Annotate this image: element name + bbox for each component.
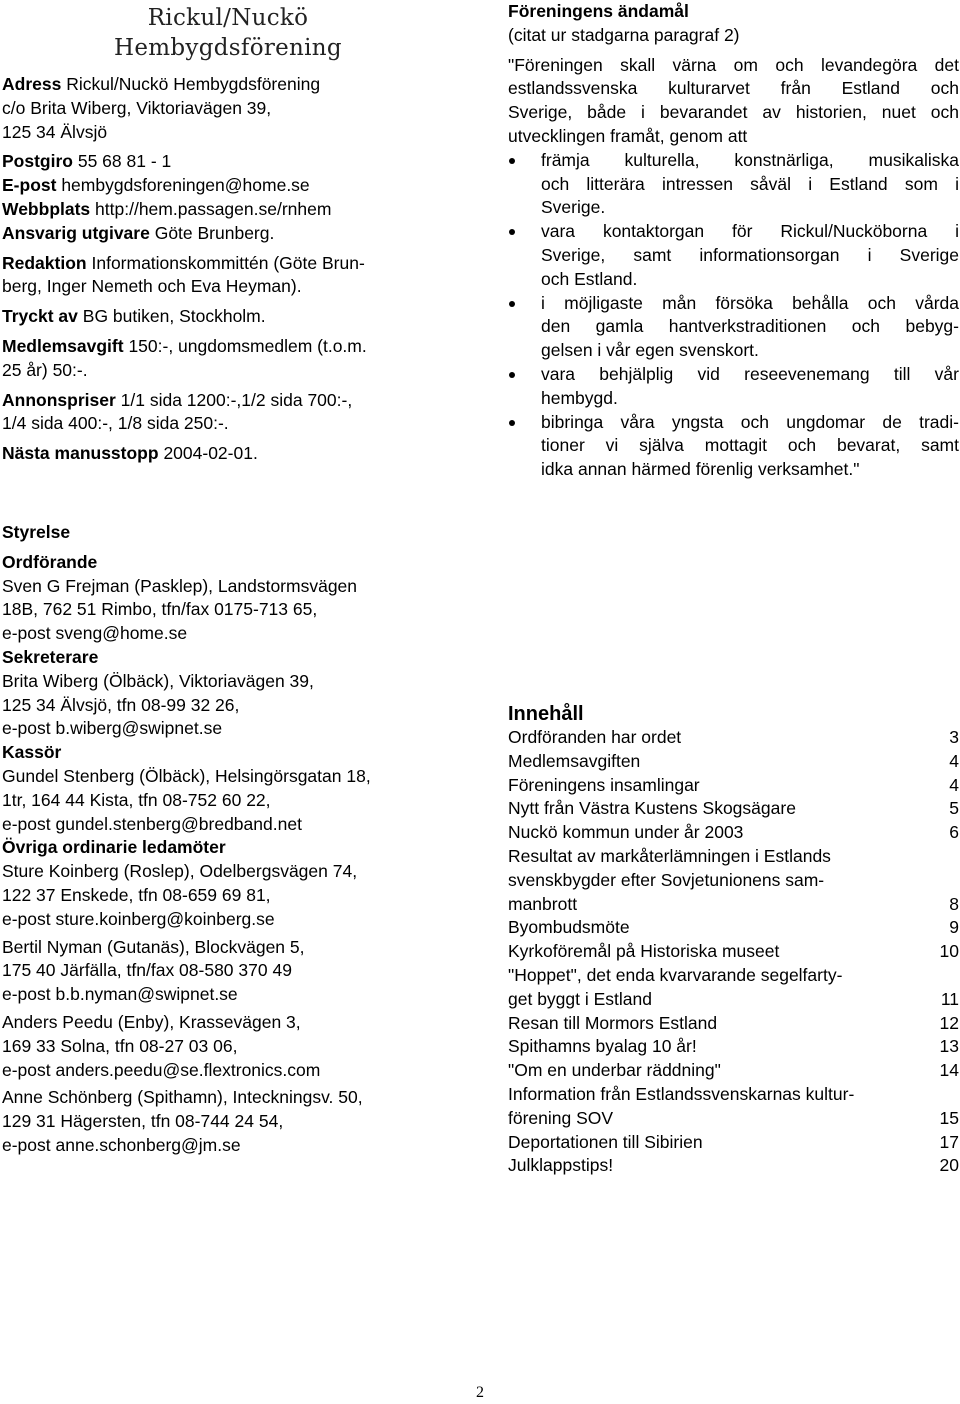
toc-title: Ordföranden har ordet [508,727,682,747]
deadline-value: 2004-02-01. [163,443,258,464]
toc-page: 17 [939,1131,959,1152]
board-member [2,860,454,931]
toc-row [508,797,959,821]
toc-entry [508,1059,959,1083]
board-groups [2,551,454,837]
toc-entry [508,916,959,940]
toc-row [508,1059,959,1083]
purpose-bullet-line: Sverige. [541,197,606,218]
purpose-bullet-line: främja kulturella, konstnärliga, musikaliska [541,149,959,170]
toc-entry [508,964,959,1012]
address-line: c/o Brita Wiberg, Viktoriavägen 39, [2,97,272,118]
purpose-bullet-line: och litterära intressen såväl i Estland som i [541,173,959,194]
toc-page: 15 [939,1107,959,1128]
web-line [2,198,454,222]
web-value: http://hem.passagen.se/rnhem [95,198,332,219]
toc-page: 12 [939,1012,959,1033]
toc-title: Kyrkoföremål på Historiska museet [508,941,780,962]
board-contact-line: 125 34 Älvsjö, tfn 08-99 32 26, [2,694,240,715]
toc-page: 9 [949,917,959,938]
toc-row [508,940,959,964]
board-contact-line: 1tr, 164 44 Kista, tfn 08-752 60 22, [2,789,271,810]
toc-entry [508,821,959,845]
toc-title: manbrott [508,893,578,914]
editorial-value: Informationskommittén (Göte Brun- [91,252,365,273]
board-contact-line: Anne Schönberg (Spithamn), Inteckningsv. 50, [2,1087,363,1108]
postgiro-value: 55 68 81 - 1 [77,151,172,172]
toc-page: 6 [949,822,959,843]
toc-entry [508,797,959,821]
purpose-bullet-line: gelsen i vår egen svenskort. [541,340,759,361]
purpose-bullet-line: tioner vi själva mottagit och bevarat, samt [541,435,959,456]
toc-page: 3 [949,727,959,747]
board-member [2,1011,454,1082]
editorial-line: berg, Inger Nemeth och Eva Heyman). [2,276,302,297]
board-contact-line: e-post sture.koinberg@koinberg.se [2,908,275,929]
fee-line [2,335,454,359]
board-contact-line: e-post gundel.stenberg@bredband.net [2,813,302,834]
board-contact-line: 169 33 Solna, tfn 08-27 03 06, [2,1035,238,1056]
board-contact-line: 18B, 762 51 Rimbo, tfn/fax 0175-713 65, [2,599,318,620]
board-group [2,551,454,646]
board-member [2,1086,454,1157]
toc-page: 10 [939,941,959,962]
toc-row [508,726,959,750]
email-value: hembygdsforeningen@home.se [61,175,310,196]
toc-page: 8 [949,893,959,914]
board-members [2,860,454,1158]
postgiro-line [2,150,454,174]
address-line: Rickul/Nuckö Hembygdsförening [66,74,321,94]
email-label: E-post [2,175,57,196]
ads-value: 1/1 sida 1200:-,1/2 sida 700:-, [120,389,353,410]
web-label: Webbplats [2,198,91,219]
board-group [2,646,454,741]
address-line: 125 34 Älvsjö [2,121,108,142]
toc-row [508,1154,959,1178]
toc-row [508,916,959,940]
purpose-intro-line: utvecklingen framåt, genom att [508,125,748,146]
address-label: Adress [2,74,62,94]
board-role: Kassör [2,742,62,763]
purpose-bullet-line: den gamla hantverkstraditionen och bebyg- [541,316,959,337]
toc-title: Medlemsavgiften [508,750,641,771]
address-block [2,73,454,144]
board-contact-line: e-post sveng@home.se [2,623,188,644]
board-contact-line: Sven G Frejman (Pasklep), Landstormsvägen [2,575,358,596]
toc-title: get byggt i Estland [508,988,652,1009]
toc-page: 4 [949,774,959,795]
purpose-bullet-line: Sverige, samt informationsorgan i Sverige [541,244,959,265]
purpose-intro-line: estlandssvenska kulturarvet från Estland och [508,78,959,99]
toc-entries [508,726,959,1178]
purpose-bullet-line: vara behjälplig vid reseevenemang till vår [541,363,959,384]
toc-entry [508,750,959,774]
fee-label: Medlemsavgift [2,335,124,356]
board-contact-line: e-post b.b.nyman@swipnet.se [2,984,238,1005]
toc-entry [508,1035,959,1059]
toc-row [508,774,959,798]
board-heading: Styrelse [2,522,71,542]
board-contact-line: Gundel Stenberg (Ölbäck), Helsingörsgatan 18, [2,765,371,786]
deadline-label: Nästa manusstopp [2,443,159,464]
toc-page: 11 [940,988,959,1009]
purpose-citation: (citat ur stadgarna paragraf 2) [508,24,740,45]
page-number: 2 [476,1384,484,1401]
toc-page: 20 [939,1155,959,1176]
board-contact-line: 175 40 Järfälla, tfn/fax 08-580 370 49 [2,960,292,981]
info-column [2,3,454,466]
purpose-bullet-item [508,292,959,363]
printed-line [2,305,454,329]
purpose-intro [508,54,959,149]
purpose-bullet-line: i möjligaste mån försöka behålla och vårda [541,292,959,313]
deadline-line [2,442,454,466]
others-heading: Övriga ordinarie ledamöter [2,837,226,858]
toc-page: 4 [949,750,959,771]
toc-entry [508,845,959,916]
purpose-bullet-line: idka annan härmed förenlig verksamhet." [541,459,860,480]
fee-line: 25 år) 50:-. [2,359,88,380]
toc-row [508,964,959,988]
board-column [2,521,454,1158]
toc-entry [508,940,959,964]
purpose-column [508,0,959,482]
board-contact-line: Brita Wiberg (Ölbäck), Viktoriavägen 39, [2,670,314,691]
printed-value: BG butiken, Stockholm. [82,306,266,327]
purpose-bullet-line: vara kontaktorgan för Rickul/Nucköborna i [541,221,959,242]
purpose-bullet-item [508,363,959,411]
toc-entry [508,1131,959,1155]
toc-title: Deportationen till Sibirien [508,1131,703,1152]
toc-row [508,1131,959,1155]
purpose-bullet-item [508,149,959,220]
toc-row [508,750,959,774]
fee-value: 150:-, ungdomsmedlem (t.o.m. [128,335,367,356]
board-member [2,936,454,1007]
board-role: Sekreterare [2,646,99,667]
toc-entry [508,1154,959,1178]
toc-row [508,1107,959,1131]
toc-row [508,869,959,893]
toc-title: Resultat av markåterlämningen i Estlands [508,845,831,866]
ads-line: 1/4 sida 400:-, 1/8 sida 250:-. [2,413,229,434]
editorial-line [2,252,454,276]
toc-entry [508,1012,959,1036]
board-group [2,741,454,836]
toc-row [508,845,959,869]
board-contact-line: Anders Peedu (Enby), Krassevägen 3, [2,1011,301,1032]
board-contact-line: e-post anne.schonberg@jm.se [2,1134,241,1155]
toc-entry [508,774,959,798]
board-contact-line: 129 31 Hägersten, tfn 08-744 24 54, [2,1111,284,1132]
toc-row [508,821,959,845]
board-contact-line: Sture Koinberg (Roslep), Odelbergsvägen 74, [2,861,358,882]
purpose-bullet-line: bibringa våra yngsta och ungdomar de tradi- [541,411,959,432]
ads-line [2,389,454,413]
title-line: Hembygdsförening [114,35,342,61]
toc-title: förening SOV [508,1107,614,1128]
toc-row [508,893,959,917]
toc-page: 13 [939,1036,959,1057]
toc-page: 5 [949,798,959,819]
purpose-bullet-item [508,411,959,482]
purpose-bullet-item [508,220,959,291]
purpose-heading: Föreningens ändamål [508,1,689,21]
printed-label: Tryckt av [2,306,78,327]
purpose-intro-line: Sverige, både i bevarandet av historien, nuet och [508,102,959,123]
purpose-bullet-line: hembygd. [541,387,618,408]
publisher-label: Ansvarig utgivare [2,222,150,243]
purpose-intro-line: "Föreningen skall värna om och levandegöra det [508,54,959,75]
toc-entry [508,726,959,750]
purpose-bullets [508,149,959,482]
purpose-bullet-line: och Estland. [541,268,638,289]
toc-title: Nuckö kommun under år 2003 [508,822,744,843]
toc-title: Information från Estlandssvenskarnas kultur- [508,1083,855,1104]
toc-title: "Hoppet", det enda kvarvarande segelfarty- [508,964,843,985]
board-contact-line: 122 37 Enskede, tfn 08-659 69 81, [2,884,271,905]
toc-entry [508,1083,959,1131]
toc-title: Julklappstips! [508,1155,614,1176]
toc-row [508,1012,959,1036]
toc-title: Spithamns byalag 10 år! [508,1036,697,1057]
toc-title: Resan till Mormors Estland [508,1012,718,1033]
toc-row [508,1035,959,1059]
publisher-value: Göte Brunberg. [154,222,275,243]
board-role: Ordförande [2,551,98,572]
toc-heading: Innehåll [508,703,584,725]
toc-title: "Om en underbar räddning" [508,1060,721,1081]
toc-title: Föreningens insamlingar [508,774,700,795]
title-line: Rickul/Nuckö [147,5,309,31]
postgiro-label: Postgiro [2,151,73,172]
toc-column [508,702,959,1178]
board-contact-line: e-post anders.peedu@se.flextronics.com [2,1059,321,1080]
toc-title: Nytt från Västra Kustens Skogsägare [508,798,796,819]
email-line [2,174,454,198]
toc-row [508,988,959,1012]
toc-title: Byombudsmöte [508,917,630,938]
ads-label: Annonspriser [2,389,116,410]
board-contact-line: e-post b.wiberg@swipnet.se [2,718,223,739]
toc-row [508,1083,959,1107]
publisher-line [2,222,454,246]
masthead-title [2,3,454,63]
toc-title: svenskbygder efter Sovjetunionens sam- [508,869,825,890]
toc-page: 14 [939,1060,959,1081]
board-contact-line: Bertil Nyman (Gutanäs), Blockvägen 5, [2,936,305,957]
editorial-label: Redaktion [2,252,87,273]
